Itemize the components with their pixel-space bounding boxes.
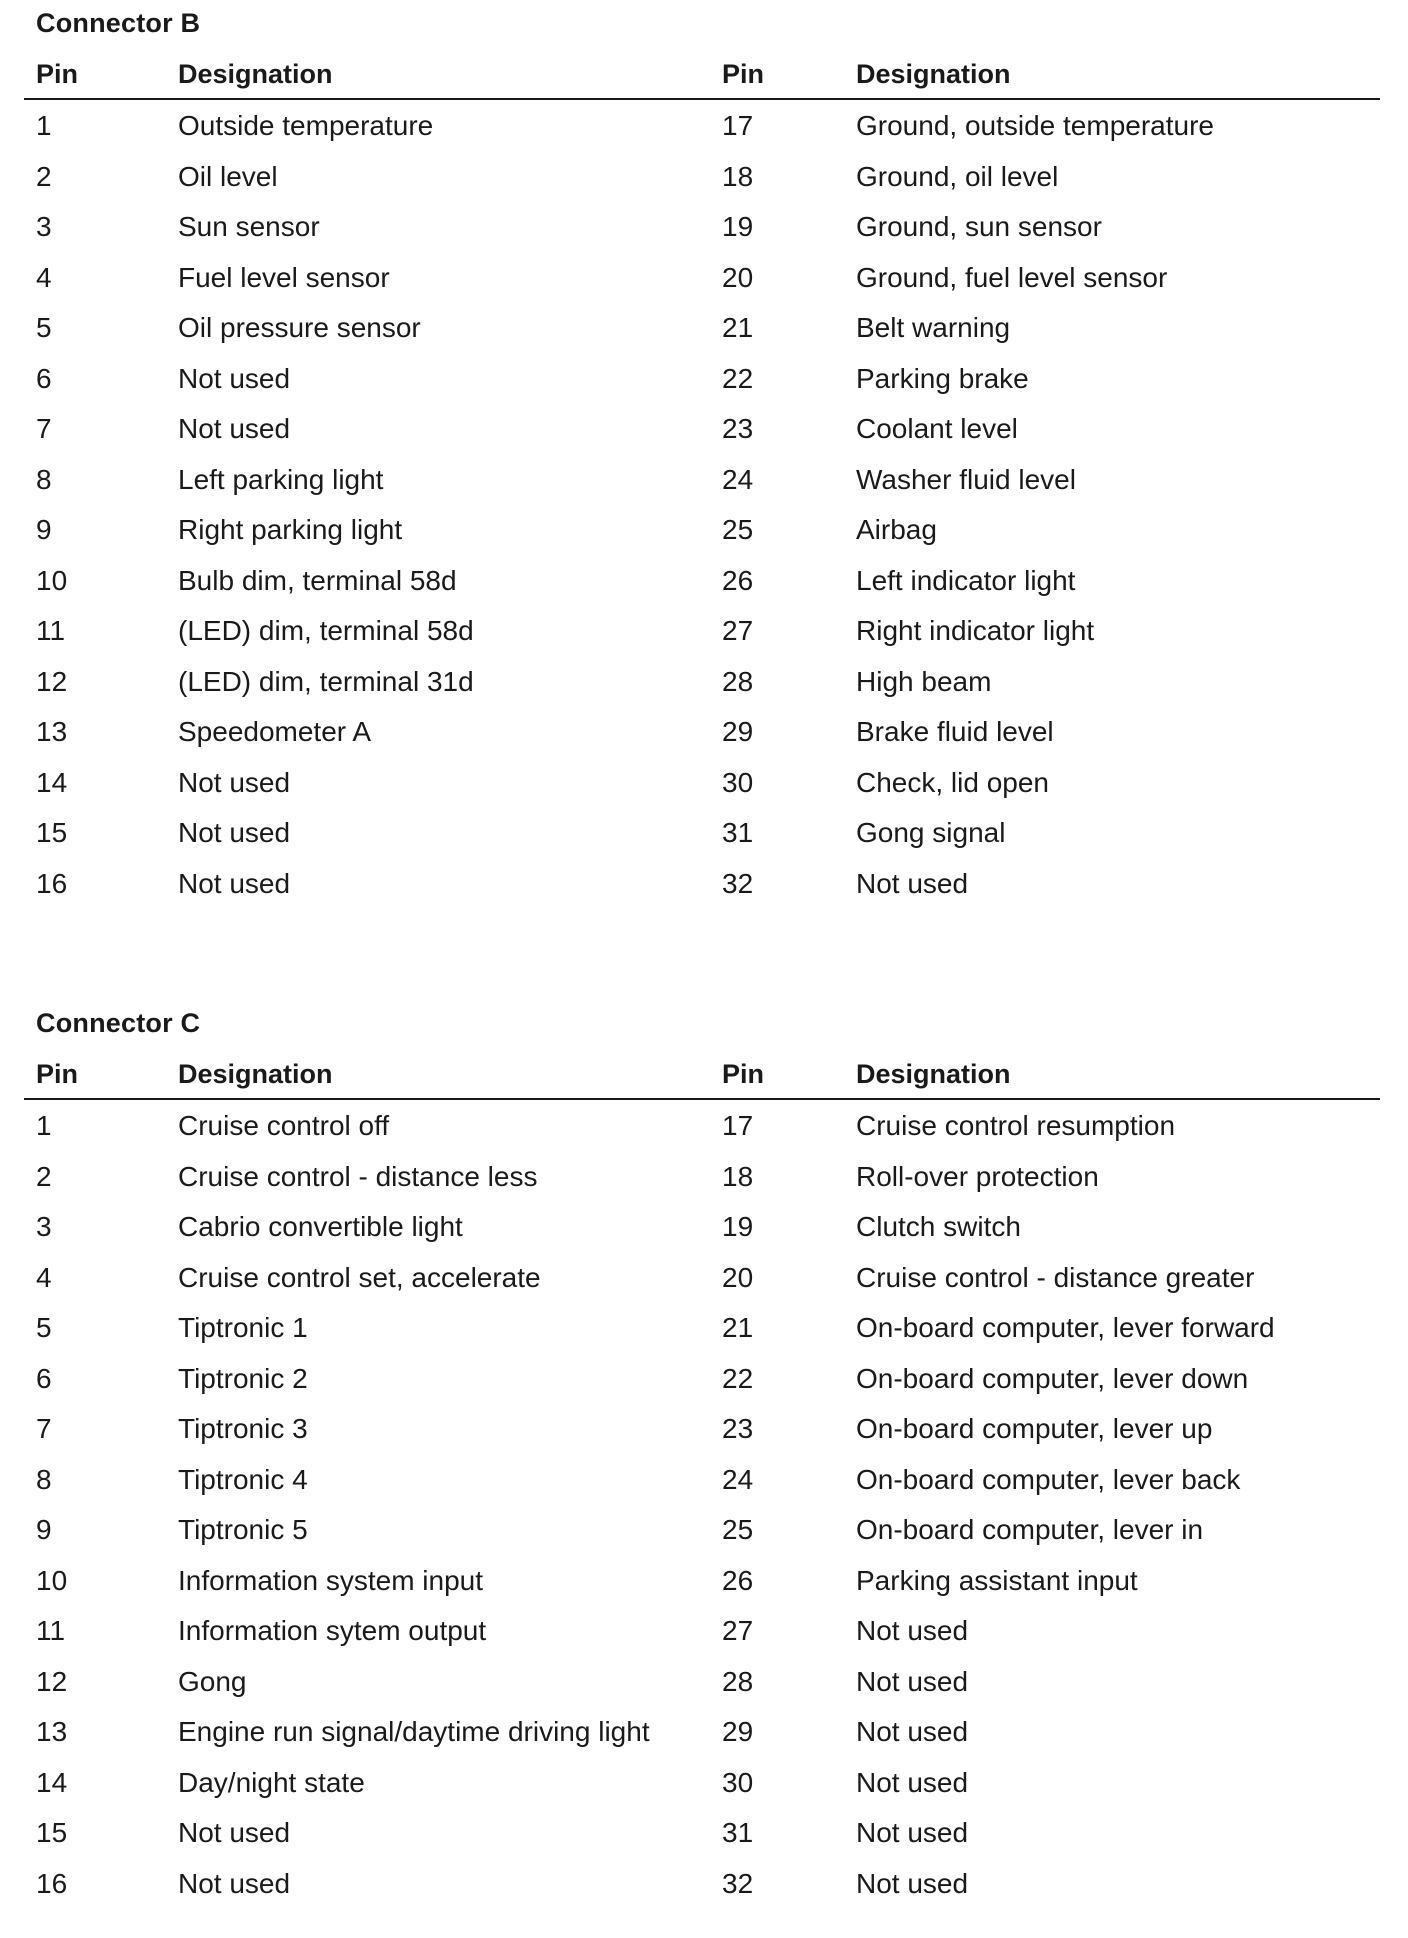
pin-left-cell: 15: [36, 1817, 68, 1848]
connector-b-rows: [0, 110, 1408, 918]
table-row: [0, 262, 1408, 313]
pin-left-cell: 10: [36, 564, 68, 596]
designation-right-cell: Belt warning: [856, 312, 1011, 343]
table-row: [0, 363, 1408, 414]
designation-left-cell: Cruise control off: [178, 1110, 390, 1141]
designation-right-cell: On-board computer, lever forward: [856, 1312, 1275, 1343]
pin-left-cell: 15: [36, 817, 68, 848]
designation-left-cell: Not used: [178, 867, 291, 899]
pin-right-cell: 29: [722, 716, 754, 747]
pin-right-cell: 18: [722, 1160, 754, 1192]
pin-right-cell: 29: [722, 1716, 754, 1747]
pin-right-cell: 22: [722, 362, 754, 394]
designation-left-cell: Speedometer A: [178, 716, 372, 747]
pin-left-cell: 7: [36, 1413, 52, 1444]
header-pin-right: Pin: [722, 1059, 765, 1089]
table-row: [0, 716, 1408, 767]
pin-right-cell: 20: [722, 261, 754, 293]
designation-left-cell: Not used: [178, 766, 291, 798]
designation-right-cell: Cruise control - distance greater: [856, 1261, 1255, 1293]
pin-left-cell: 9: [36, 1514, 52, 1545]
designation-left-cell: Bulb dim, terminal 58d: [178, 564, 457, 596]
table-row: [0, 615, 1408, 666]
pin-right-cell: 24: [722, 463, 754, 495]
table-row: [0, 1262, 1408, 1313]
header-designation-right: Designation: [856, 59, 1011, 89]
table-row: [0, 110, 1408, 161]
designation-left-cell: Information sytem output: [178, 1615, 487, 1646]
pin-right-cell: 21: [722, 1312, 754, 1343]
pin-right-cell: 26: [722, 564, 754, 596]
table-row: [0, 1868, 1408, 1919]
table-row: [0, 413, 1408, 464]
header-designation-left: Designation: [178, 1059, 333, 1089]
pin-left-cell: 4: [36, 261, 52, 293]
pin-left-cell: 11: [36, 1615, 66, 1646]
pin-left-cell: 12: [36, 1665, 68, 1697]
table-row: [0, 1161, 1408, 1212]
connector-c-header-row: [0, 1058, 1408, 1094]
table-row: [0, 1615, 1408, 1666]
designation-right-cell: On-board computer, lever up: [856, 1413, 1213, 1444]
designation-left-cell: Tiptronic 2: [178, 1362, 308, 1394]
table-row: [0, 514, 1408, 565]
pin-right-cell: 18: [722, 160, 754, 192]
pin-right-cell: 28: [722, 665, 754, 697]
pin-left-cell: 7: [36, 413, 52, 444]
designation-right-cell: Not used: [856, 1817, 969, 1848]
pin-left-cell: 5: [36, 1312, 52, 1343]
pin-right-cell: 22: [722, 1362, 754, 1394]
designation-right-cell: Brake fluid level: [856, 716, 1054, 747]
pin-right-cell: 26: [722, 1564, 754, 1596]
pin-right-cell: 31: [722, 1817, 754, 1848]
table-row: [0, 1666, 1408, 1717]
connector-c-title: Connector C: [36, 1008, 201, 1038]
pin-right-cell: 23: [722, 413, 754, 444]
designation-right-cell: On-board computer, lever in: [856, 1514, 1204, 1545]
designation-left-cell: Not used: [178, 362, 291, 394]
designation-left-cell: Tiptronic 4: [178, 1463, 308, 1495]
designation-left-cell: Not used: [178, 817, 291, 848]
pin-right-cell: 32: [722, 1867, 754, 1899]
designation-right-cell: Gong signal: [856, 817, 1006, 848]
table-row: [0, 1110, 1408, 1161]
table-row: [0, 767, 1408, 818]
designation-left-cell: Not used: [178, 1867, 291, 1899]
pin-left-cell: 16: [36, 1867, 68, 1899]
table-row: [0, 817, 1408, 868]
table-row: [0, 565, 1408, 616]
table-row: [0, 1817, 1408, 1868]
connector-b-header-row: [0, 58, 1408, 94]
pin-left-cell: 8: [36, 463, 52, 495]
designation-right-cell: Washer fluid level: [856, 463, 1076, 495]
designation-right-cell: Not used: [856, 1665, 969, 1697]
pin-right-cell: 32: [722, 867, 754, 899]
pin-left-cell: 4: [36, 1261, 52, 1293]
pin-left-cell: 16: [36, 867, 68, 899]
designation-right-cell: Ground, fuel level sensor: [856, 261, 1168, 293]
designation-right-cell: On-board computer, lever back: [856, 1463, 1241, 1495]
pin-right-cell: 17: [722, 1110, 754, 1141]
table-row: [0, 666, 1408, 717]
designation-right-cell: Not used: [856, 1766, 969, 1798]
designation-left-cell: Tiptronic 5: [178, 1514, 308, 1545]
pin-right-cell: 25: [722, 514, 754, 545]
pin-right-cell: 20: [722, 1261, 754, 1293]
header-designation-right: Designation: [856, 1059, 1011, 1089]
designation-left-cell: Outside temperature: [178, 110, 434, 141]
header-pin-right: Pin: [722, 59, 765, 89]
table-row: [0, 1514, 1408, 1565]
pin-left-cell: 8: [36, 1463, 52, 1495]
pin-left-cell: 14: [36, 1766, 68, 1798]
designation-right-cell: Ground, oil level: [856, 160, 1059, 192]
pin-right-cell: 23: [722, 1413, 754, 1444]
designation-right-cell: Airbag: [856, 514, 937, 545]
table-row: [0, 312, 1408, 363]
pin-left-cell: 2: [36, 160, 52, 192]
pin-left-cell: 10: [36, 1564, 68, 1596]
designation-right-cell: On-board computer, lever down: [856, 1362, 1249, 1394]
designation-left-cell: Cabrio convertible light: [178, 1211, 463, 1242]
designation-right-cell: Parking assistant input: [856, 1564, 1138, 1596]
header-pin-left: Pin: [36, 1059, 79, 1089]
designation-right-cell: Not used: [856, 1867, 969, 1899]
connector-b-title: Connector B: [36, 8, 201, 38]
connector-c-rows: [0, 1110, 1408, 1918]
pin-left-cell: 3: [36, 211, 52, 242]
pin-left-cell: 5: [36, 312, 52, 343]
pin-left-cell: 14: [36, 766, 68, 798]
table-row: [0, 161, 1408, 212]
pin-right-cell: 27: [722, 1615, 754, 1646]
designation-left-cell: Right parking light: [178, 514, 403, 545]
pin-left-cell: 6: [36, 362, 52, 394]
table-row: [0, 1211, 1408, 1262]
designation-right-cell: Left indicator light: [856, 564, 1076, 596]
pin-right-cell: 17: [722, 110, 754, 141]
table-row: [0, 1312, 1408, 1363]
designation-right-cell: Ground, outside temperature: [856, 110, 1214, 141]
pin-left-cell: 2: [36, 1160, 52, 1192]
designation-right-cell: Ground, sun sensor: [856, 211, 1102, 242]
designation-left-cell: Oil level: [178, 160, 278, 192]
header-designation-left: Designation: [178, 59, 333, 89]
table-row: [0, 1716, 1408, 1767]
pin-right-cell: 19: [722, 211, 754, 242]
table-row: [0, 1767, 1408, 1818]
pin-left-cell: 13: [36, 1716, 68, 1747]
designation-left-cell: (LED) dim, terminal 31d: [178, 665, 474, 697]
pin-right-cell: 27: [722, 615, 754, 646]
designation-right-cell: Parking brake: [856, 362, 1029, 394]
pin-left-cell: 9: [36, 514, 52, 545]
table-row: [0, 1363, 1408, 1414]
designation-right-cell: Not used: [856, 1716, 969, 1747]
table-row: [0, 464, 1408, 515]
pin-right-cell: 24: [722, 1463, 754, 1495]
pin-right-cell: 28: [722, 1665, 754, 1697]
pin-left-cell: 13: [36, 716, 68, 747]
pin-left-cell: 1: [36, 110, 52, 141]
table-row: [0, 1413, 1408, 1464]
designation-right-cell: Cruise control resumption: [856, 1110, 1176, 1141]
designation-right-cell: Not used: [856, 867, 969, 899]
designation-left-cell: Not used: [178, 1817, 291, 1848]
designation-left-cell: Tiptronic 3: [178, 1413, 308, 1444]
pin-left-cell: 12: [36, 665, 68, 697]
pin-right-cell: 30: [722, 766, 754, 798]
designation-right-cell: Coolant level: [856, 413, 1018, 444]
pin-right-cell: 31: [722, 817, 754, 848]
pin-left-cell: 11: [36, 615, 66, 646]
table-row: [0, 1464, 1408, 1515]
designation-right-cell: Right indicator light: [856, 615, 1095, 646]
header-divider: [24, 1098, 1380, 1100]
designation-right-cell: Not used: [856, 1615, 969, 1646]
designation-right-cell: Check, lid open: [856, 766, 1050, 798]
pin-right-cell: 19: [722, 1211, 754, 1242]
designation-left-cell: Information system input: [178, 1564, 484, 1596]
header-pin-left: Pin: [36, 59, 79, 89]
table-row: [0, 868, 1408, 919]
designation-left-cell: Day/night state: [178, 1766, 365, 1798]
designation-left-cell: Cruise control - distance less: [178, 1160, 538, 1192]
pin-right-cell: 21: [722, 312, 754, 343]
pin-left-cell: 1: [36, 1110, 52, 1141]
designation-left-cell: Oil pressure sensor: [178, 312, 421, 343]
designation-left-cell: Not used: [178, 413, 291, 444]
designation-left-cell: Engine run signal/daytime driving light: [178, 1716, 650, 1747]
designation-left-cell: Sun sensor: [178, 211, 320, 242]
designation-right-cell: Clutch switch: [856, 1211, 1021, 1242]
designation-left-cell: (LED) dim, terminal 58d: [178, 615, 474, 646]
pin-left-cell: 3: [36, 1211, 52, 1242]
designation-right-cell: Roll-over protection: [856, 1160, 1099, 1192]
header-divider: [24, 98, 1380, 100]
designation-left-cell: Cruise control set, accelerate: [178, 1261, 541, 1293]
table-row: [0, 211, 1408, 262]
pin-left-cell: 6: [36, 1362, 52, 1394]
designation-left-cell: Gong: [178, 1665, 247, 1697]
designation-left-cell: Tiptronic 1: [178, 1312, 308, 1343]
designation-left-cell: Fuel level sensor: [178, 261, 390, 293]
designation-right-cell: High beam: [856, 665, 992, 697]
pin-right-cell: 30: [722, 1766, 754, 1798]
table-row: [0, 1565, 1408, 1616]
pin-right-cell: 25: [722, 1514, 754, 1545]
designation-left-cell: Left parking light: [178, 463, 384, 495]
